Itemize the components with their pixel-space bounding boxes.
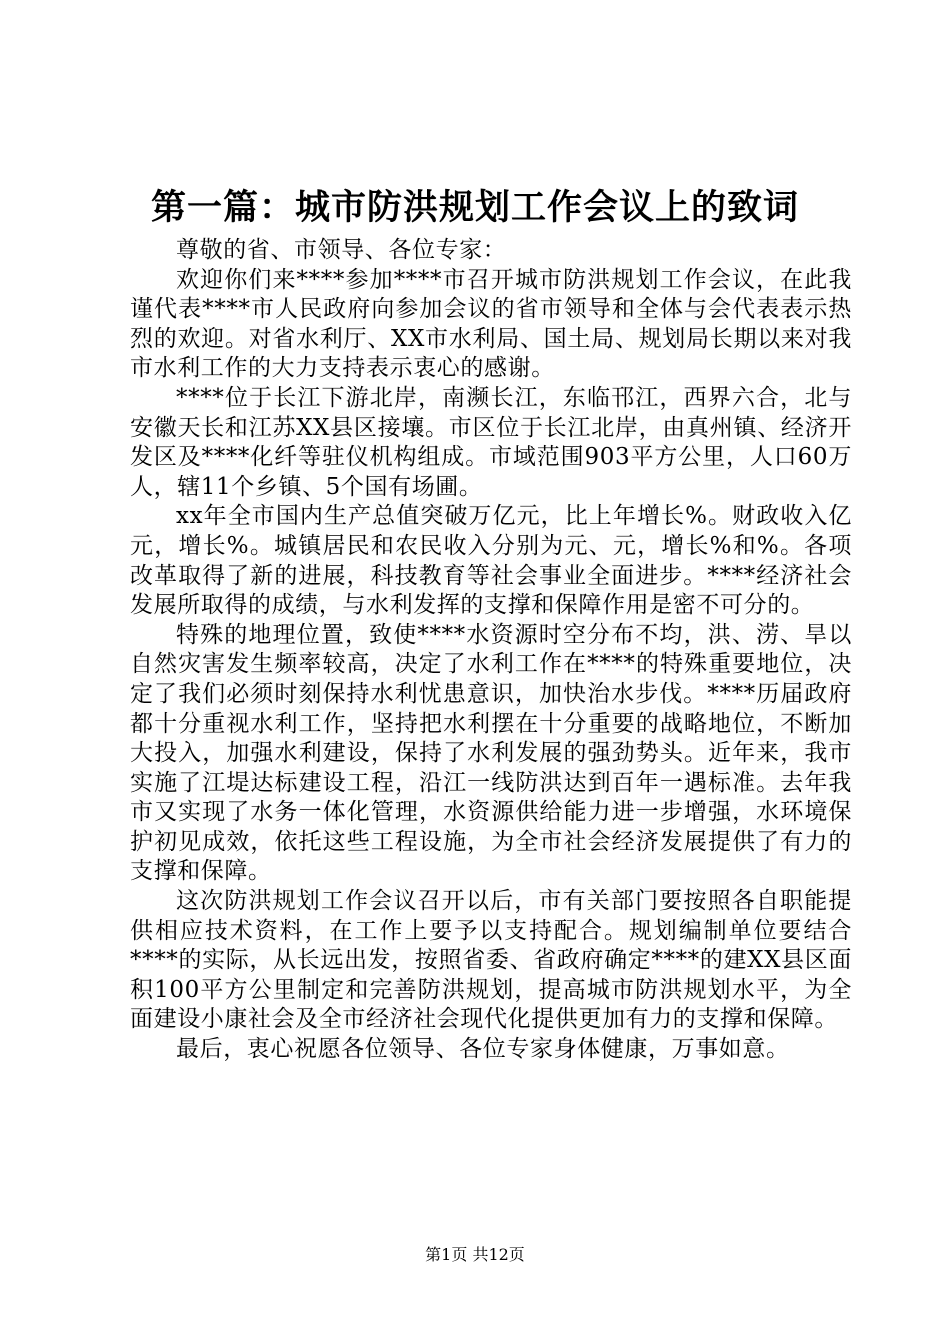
document-title: 第一篇：城市防洪规划工作会议上的致词 (150, 187, 799, 228)
paragraph-closing: 最后，衷心祝愿各位领导、各位专家身体健康，万事如意。 (176, 1036, 790, 1063)
salutation: 尊敬的省、市领导、各位专家： (176, 237, 507, 263)
paragraph-economy: xx年全市国内生产总值突破万亿元，比上年增长%。财政收入亿元，增长%。城镇居民和农民收入分别为元、元，增长%和%。各项改革取得了新的进展，科技教育等社会事业全面进步。****经济社会发展所取得的成绩，与水利发挥的支撑和保障作用是密不可分的。 (130, 503, 852, 619)
document-body (130, 236, 852, 1065)
paragraph-planning: 这次防洪规划工作会议召开以后，市有关部门要按照各自职能提供相应技术资料，在工作上要予以支持配合。规划编制单位要结合****的实际，从长远出发，按照省委、省政府确定****的建XX县区面积100平方公里制定和完善防洪规划，提高城市防洪规划水平，为全面建设小康社会及全市经济社会现代化提供更加有力的支撑和保障。 (130, 888, 852, 1033)
paragraph-welcome: 欢迎你们来****参加****市召开城市防洪规划工作会议，在此我谨代表****市人民政府向参加会议的省市领导和全体与会代表表示热烈的欢迎。对省水利厅、XX市水利局、国土局、规划局长期以来对我市水利工作的大力支持表示衷心的感谢。 (130, 266, 852, 382)
paragraph-water-conservancy: 特殊的地理位置，致使****水资源时空分布不均，洪、涝、旱以自然灾害发生频率较高，决定了水利工作在****的特殊重要地位，决定了我们必须时刻保持水利忧患意识，加快治水步伐。****历届政府都十分重视水利工作，坚持把水利摆在十分重要的战略地位，不断加大投入，加强水利建设，保持了水利发展的强劲势头。近年来，我市实施了江堤达标建设工程，沿江一线防洪达到百年一遇标准。去年我市又实现了水务一体化管理，水资源供给能力进一步增强，水环境保护初见成效，依托这些工程设施，为全市社会经济发展提供了有力的支撑和保障。 (130, 621, 852, 885)
paragraph-location: ****位于长江下游北岸，南濒长江，东临邗江，西界六合，北与安徽天长和江苏XX县区接壤。市区位于长江北岸，由真州镇、经济开发区及****化纤等驻仪机构组成。市域范围903平方公里，人口60万人，辖11个乡镇、5个国有场圃。 (130, 384, 852, 500)
page-footer: 第1页 共12页 (425, 1245, 525, 1264)
